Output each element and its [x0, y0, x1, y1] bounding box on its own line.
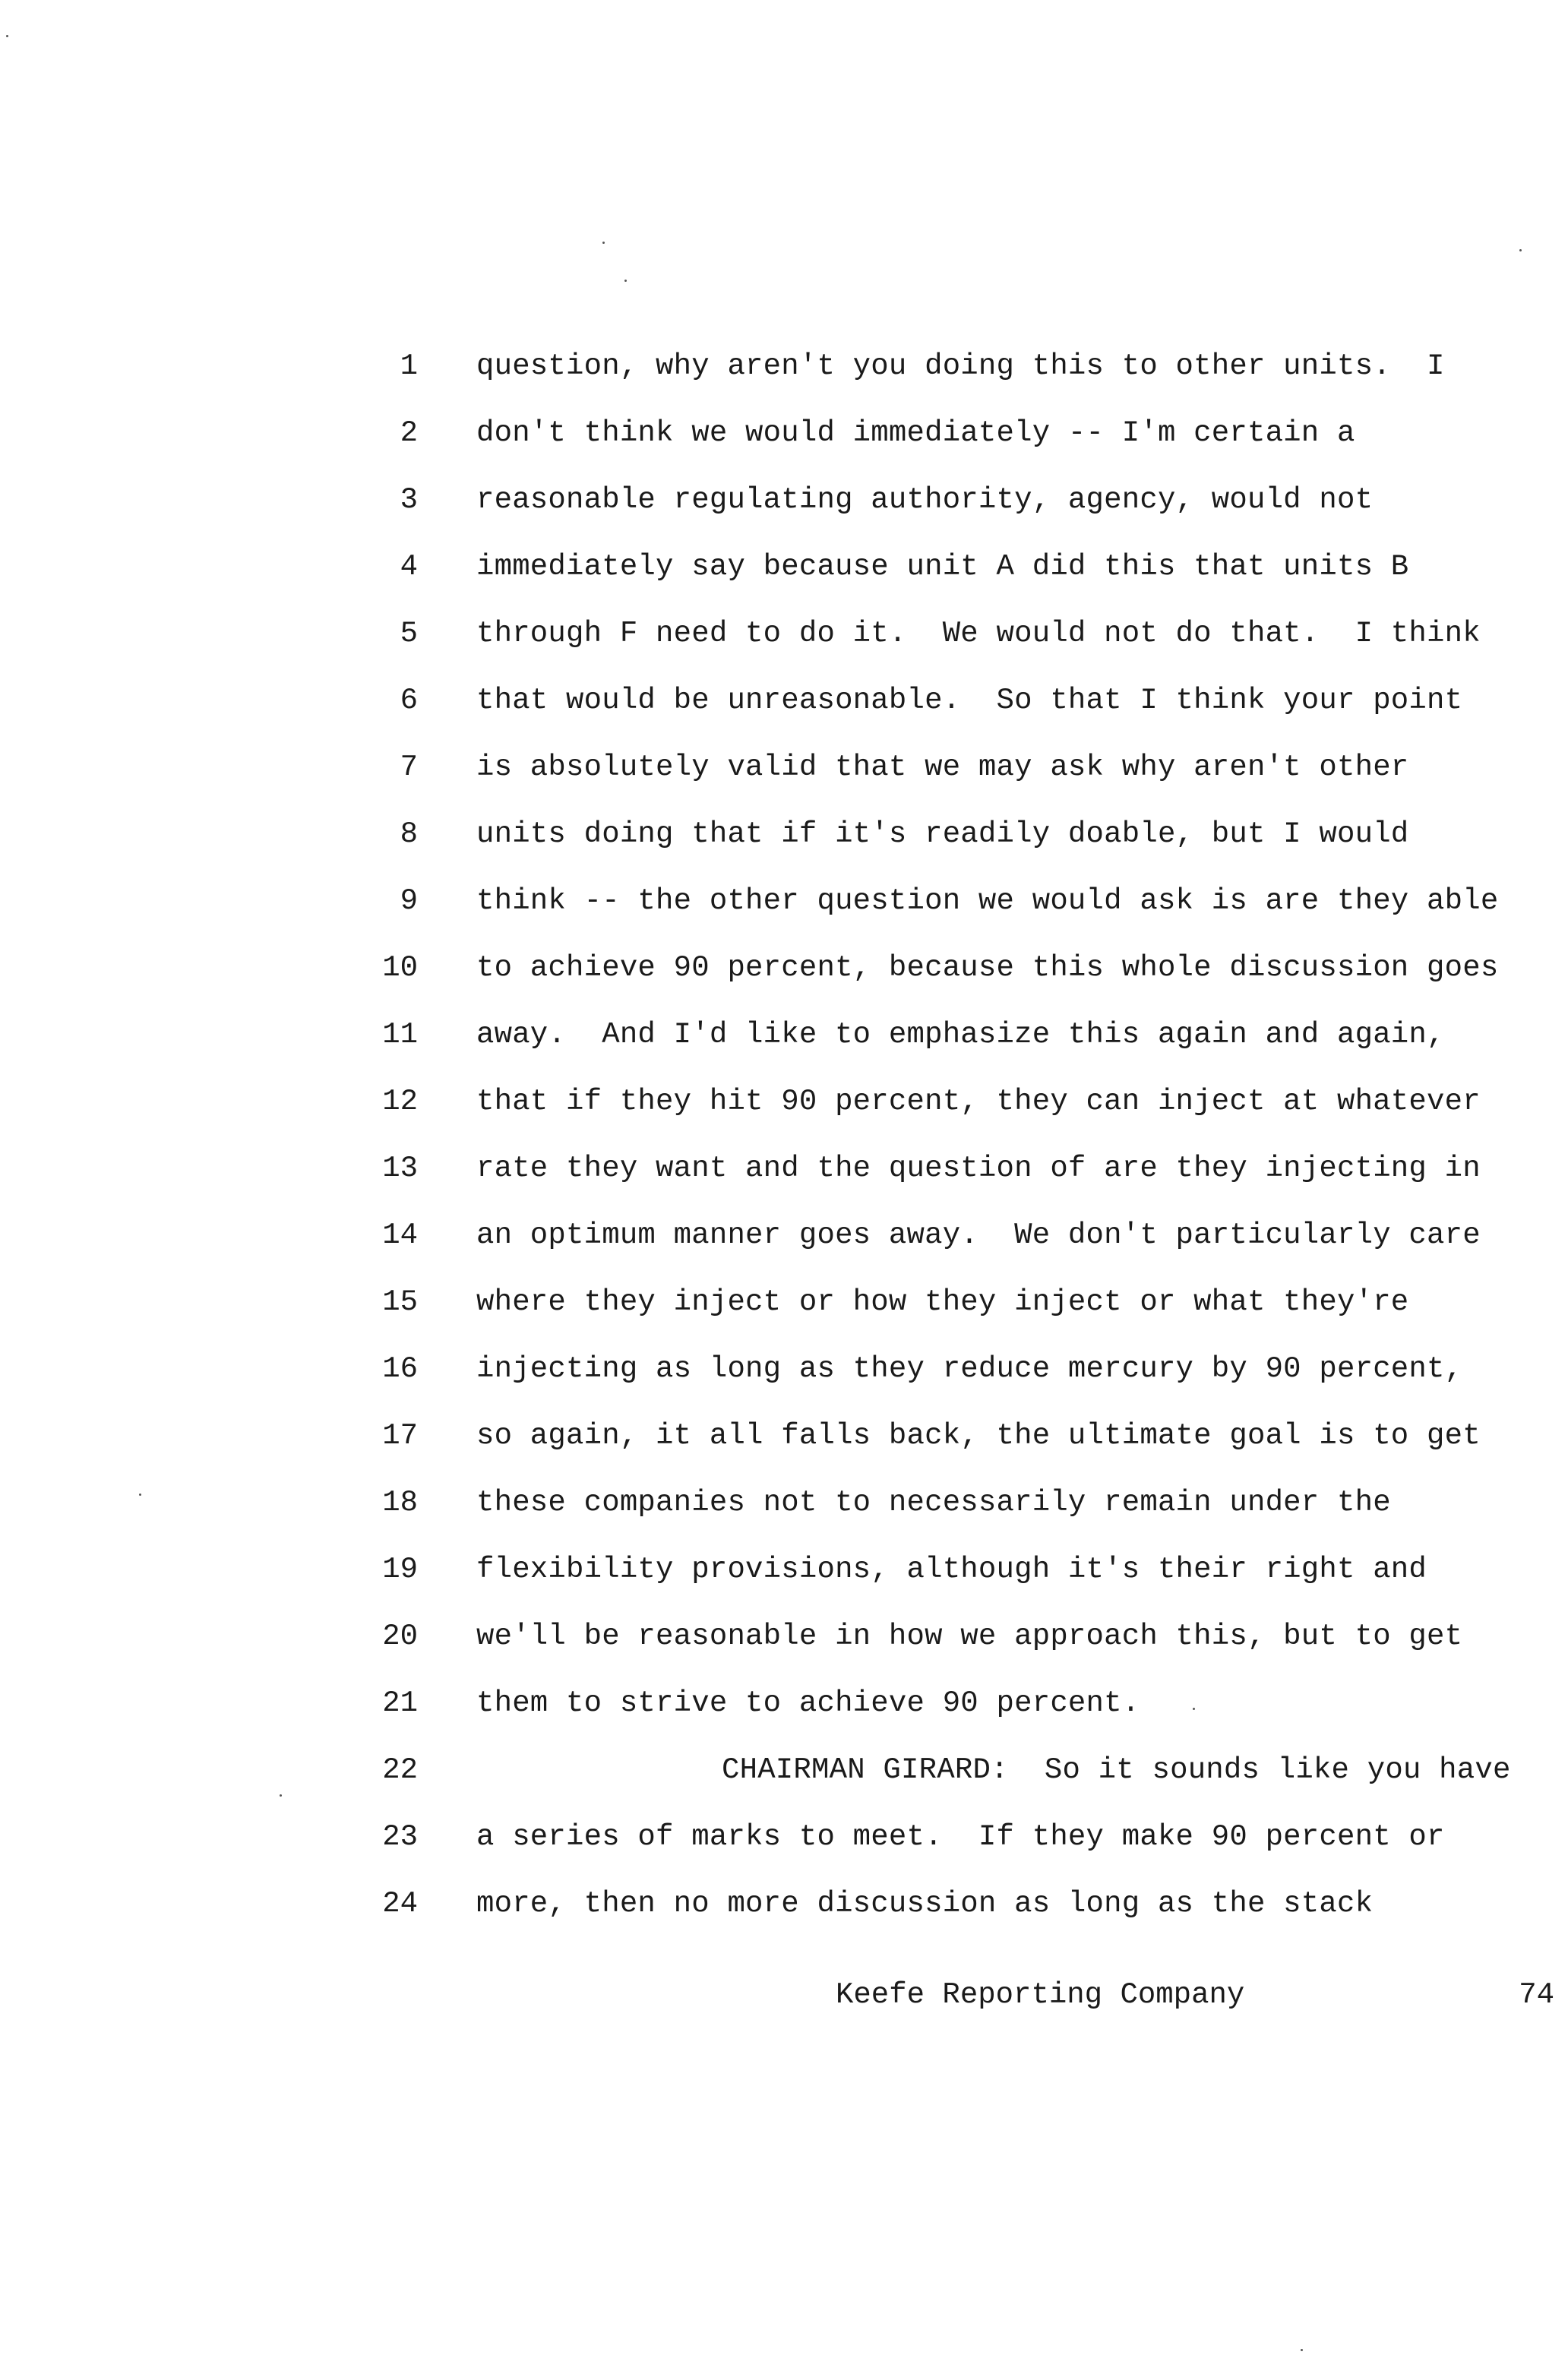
line-number: 8 [400, 817, 418, 851]
line-text: these companies not to necessarily remain under the [476, 1486, 1391, 1519]
line-text: to achieve 90 percent, because this whole discussion goes [476, 951, 1499, 985]
line-text: we'll be reasonable in how we approach this, but to get [476, 1620, 1463, 1653]
transcript-line [0, 667, 1568, 734]
transcript-line [0, 1402, 1568, 1469]
line-number: 11 [382, 1018, 418, 1051]
transcript-line [0, 1803, 1568, 1870]
transcript-line [0, 734, 1568, 801]
scan-speck [280, 1794, 282, 1797]
transcript-line [0, 1001, 1568, 1068]
line-text: more, then no more discussion as long as the stack [476, 1887, 1374, 1920]
line-number: 15 [382, 1285, 418, 1319]
transcript-line [0, 1335, 1568, 1402]
line-number: 5 [400, 617, 418, 650]
scan-speck [1301, 2349, 1303, 2351]
line-text: is absolutely valid that we may ask why aren't other [476, 751, 1409, 784]
transcript-line [0, 934, 1568, 1001]
line-number: 18 [382, 1486, 418, 1519]
line-number: 9 [400, 884, 418, 918]
line-number: 7 [400, 751, 418, 784]
line-text: away. And I'd like to emphasize this again and again, [476, 1018, 1445, 1051]
line-text: an optimum manner goes away. We don't particularly care [476, 1219, 1481, 1252]
transcript-line [0, 1269, 1568, 1335]
line-text: don't think we would immediately -- I'm certain a [476, 416, 1355, 450]
line-number: 10 [382, 951, 418, 985]
transcript-line [0, 1068, 1568, 1135]
line-text: units doing that if it's readily doable, but I would [476, 817, 1409, 851]
line-text: think -- the other question we would ask is are they able [476, 884, 1499, 918]
line-text: so again, it all falls back, the ultimate goal is to get [476, 1419, 1481, 1452]
line-number: 4 [400, 550, 418, 583]
transcript-line [0, 1135, 1568, 1202]
transcript-line [0, 466, 1568, 533]
line-number: 12 [382, 1085, 418, 1118]
line-number: 22 [382, 1753, 418, 1787]
scan-speck [602, 242, 605, 244]
line-number: 14 [382, 1219, 418, 1252]
transcript-line [0, 1469, 1568, 1536]
line-number: 24 [382, 1887, 418, 1920]
line-text: flexibility provisions, although it's their right and [476, 1553, 1427, 1586]
transcript-line [0, 333, 1568, 400]
line-number: 21 [382, 1686, 418, 1720]
line-number: 13 [382, 1152, 418, 1185]
line-text: rate they want and the question of are they injecting in [476, 1152, 1481, 1185]
footer-company-name: Keefe Reporting Company [836, 1978, 1245, 2012]
transcript-line [0, 1737, 1568, 1803]
line-number: 16 [382, 1352, 418, 1386]
line-text: question, why aren't you doing this to other units. I [476, 349, 1445, 383]
scan-speck [1519, 249, 1522, 251]
scan-speck [1193, 1708, 1195, 1710]
line-number: 6 [400, 684, 418, 717]
footer-page-number: 74 [1519, 1978, 1554, 2012]
speaker-line-text: CHAIRMAN GIRARD: So it sounds like you have [722, 1753, 1511, 1787]
line-text: a series of marks to meet. If they make 90 percent or [476, 1820, 1445, 1854]
line-text: injecting as long as they reduce mercury by 90 percent, [476, 1352, 1463, 1386]
line-number: 3 [400, 483, 418, 517]
line-text: reasonable regulating authority, agency, would not [476, 483, 1374, 517]
line-number: 17 [382, 1419, 418, 1452]
line-number: 19 [382, 1553, 418, 1586]
line-text: that if they hit 90 percent, they can inject at whatever [476, 1085, 1481, 1118]
scan-speck [624, 280, 627, 282]
transcript-line [0, 1603, 1568, 1670]
line-number: 20 [382, 1620, 418, 1653]
line-text: them to strive to achieve 90 percent. [476, 1686, 1140, 1720]
line-number: 1 [400, 349, 418, 383]
line-number: 23 [382, 1820, 418, 1854]
line-text: immediately say because unit A did this that units B [476, 550, 1409, 583]
line-text: through F need to do it. We would not do that. I think [476, 617, 1481, 650]
scan-speck [139, 1494, 141, 1496]
line-text: that would be unreasonable. So that I think your point [476, 684, 1463, 717]
transcript-line [0, 533, 1568, 600]
transcript-line [0, 1670, 1568, 1737]
transcript-line [0, 1536, 1568, 1603]
line-number: 2 [400, 416, 418, 450]
transcript-line [0, 400, 1568, 466]
transcript-line [0, 1870, 1568, 1937]
transcript-line [0, 600, 1568, 667]
scan-speck [6, 35, 8, 37]
transcript-line [0, 868, 1568, 934]
transcript-line [0, 1202, 1568, 1269]
line-text: where they inject or how they inject or what they're [476, 1285, 1409, 1319]
transcript-line [0, 801, 1568, 868]
